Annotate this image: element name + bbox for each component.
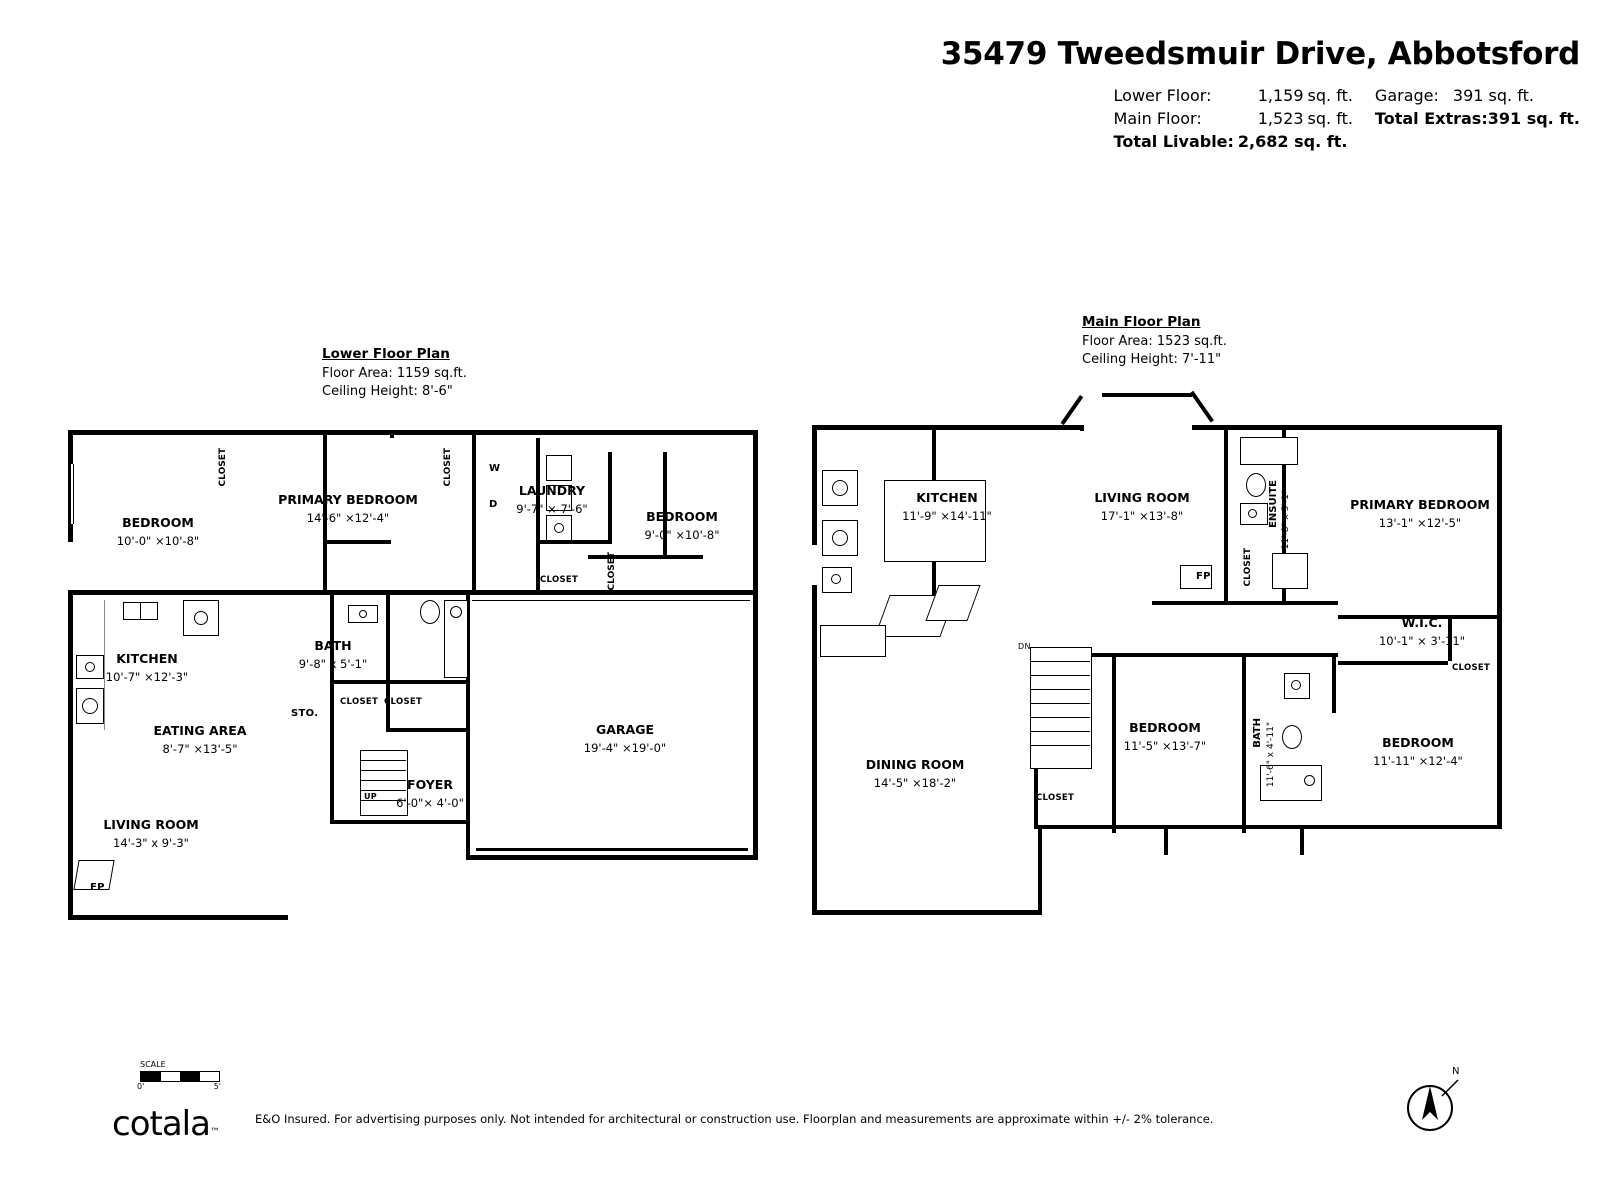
lower-plan-ceiling: Ceiling Height: 8'-6": [322, 384, 453, 400]
closet-tag-lower-6: CLOSET: [384, 697, 423, 707]
north-label: N: [1452, 1066, 1460, 1077]
page-title: 35479 Tweedsmuir Drive, Abbotsford: [940, 36, 1580, 72]
header-block: [941, 36, 1580, 154]
room-label-bedroom-main-1: BEDROOM 11'-5" ×13'-7": [1123, 720, 1207, 753]
room-label-bedroom2-lower: BEDROOM 9'-0" ×10'-8": [644, 509, 720, 542]
main-plan-title: Main Floor Plan: [1082, 314, 1201, 330]
closet-tag-lower-1: CLOSET: [218, 448, 228, 487]
closet-tag-lower-2: CLOSET: [443, 448, 453, 487]
down-tag: DN: [1018, 642, 1031, 651]
room-label-bath-lower: BATH 9'-8" x 5'-1": [298, 638, 368, 671]
washer-tag: W: [489, 463, 501, 474]
room-dim-bath-main: 11'-6" x 4'-11": [1266, 722, 1276, 788]
scale-bar: [137, 1060, 221, 1091]
room-label-foyer: FOYER 6'-0"× 4'-0": [396, 777, 464, 810]
main-plan-ceiling: Ceiling Height: 7'-11": [1082, 352, 1222, 368]
room-label-bedroom-main-2: BEDROOM 11'-11" ×12'-4": [1373, 735, 1463, 768]
stat-total-livable: [1114, 130, 1353, 153]
compass-icon: [1400, 1068, 1470, 1138]
room-label-primary-bedroom-lower: PRIMARY BEDROOM 14'-6" ×12'-4": [278, 492, 418, 525]
closet-tag-lower-4: CLOSET: [607, 552, 617, 591]
room-label-garage: GARAGE 19'-4" ×19'-0": [583, 722, 667, 755]
stat-label: Total Extras:: [1374, 109, 1488, 129]
brand-name: cotala: [112, 1104, 210, 1144]
disclaimer-text: E&O Insured. For advertising purposes only. Not intended for architectural or construction use. Floorplan and measurements are approximate within +/- 2% tolerance.: [255, 1112, 1214, 1126]
up-tag: UP: [364, 792, 377, 801]
stat-lower-floor: [1114, 84, 1353, 107]
stat-value: 1,523: [1257, 109, 1304, 129]
stat-value: 1,159: [1257, 86, 1304, 105]
room-label-laundry: LAUNDRY 9'-7" × 7'-6": [516, 483, 588, 516]
stat-garage: [1375, 84, 1580, 107]
closet-tag-main-2: CLOSET: [1452, 663, 1491, 673]
dryer-tag: D: [489, 499, 498, 510]
room-label-primary-bedroom-main: PRIMARY BEDROOM 13'-1" ×12'-5": [1350, 497, 1490, 530]
area-summary: [941, 84, 1580, 154]
room-dim-ensuite: 11'-8" x 5'-1": [1281, 490, 1291, 550]
fireplace-tag-main: FP: [1196, 571, 1211, 582]
main-floor-plan-heading: [1082, 313, 1227, 370]
stat-value: 2,682 sq. ft.: [1237, 132, 1348, 152]
room-label-living-room-main: LIVING ROOM 17'-1" ×13'-8": [1094, 490, 1190, 523]
room-label-ensuite: ENSUITE: [1268, 480, 1279, 528]
stat-unit: sq. ft.: [1307, 109, 1353, 129]
room-label-living-room-lower: LIVING ROOM 14'-3" x 9'-3": [103, 817, 199, 850]
brand-logo: [112, 1104, 220, 1144]
closet-tag-main-3: CLOSET: [1036, 793, 1075, 803]
room-label-eating-area: EATING AREA 8'-7" ×13'-5": [153, 723, 247, 756]
room-label-dining-room: DINING ROOM 14'-5" ×18'-2": [865, 757, 965, 790]
stat-unit: sq. ft.: [1307, 86, 1353, 105]
lower-floor-plan-heading: [322, 345, 467, 402]
closet-tag-lower-3: CLOSET: [540, 575, 579, 585]
fireplace-tag-lower: FP: [90, 882, 105, 893]
room-label-kitchen-main: KITCHEN 11'-9" ×14'-11": [902, 490, 992, 523]
stat-label: Main Floor:: [1113, 109, 1202, 129]
stat-label: Garage:: [1374, 86, 1439, 105]
closet-tag-main-1: CLOSET: [1243, 548, 1253, 587]
lower-plan-title: Lower Floor Plan: [322, 346, 450, 362]
scale-start: 0': [137, 1082, 145, 1091]
room-label-wic: W.I.C. 10'-1" × 3'-11": [1378, 615, 1466, 648]
lower-plan-area: Floor Area: 1159 sq.ft.: [322, 365, 467, 381]
stat-total-extras: [1375, 107, 1580, 130]
room-label-kitchen-lower: KITCHEN 10'-7" ×12'-3": [105, 651, 189, 684]
stat-label: Lower Floor:: [1113, 86, 1212, 105]
closet-tag-lower-5: CLOSET: [340, 697, 379, 707]
stat-value: 391 sq. ft.: [1487, 109, 1580, 129]
stat-label: Total Livable:: [1113, 132, 1234, 152]
main-plan-area: Floor Area: 1523 sq.ft.: [1082, 333, 1227, 349]
scale-bar-graphic: [140, 1071, 220, 1082]
room-label-bath-main: BATH: [1252, 718, 1263, 748]
scale-end: 5': [213, 1082, 221, 1091]
storage-tag-lower: STO.: [291, 708, 319, 719]
room-label-bedroom-lower: BEDROOM 10'-0" ×10'-8": [116, 515, 200, 548]
scale-label: SCALE: [140, 1060, 166, 1069]
north-arrow: [1400, 1068, 1470, 1138]
stat-value: 391 sq. ft.: [1452, 86, 1534, 105]
trademark-mark: ™: [209, 1127, 220, 1138]
stat-main-floor: [1114, 107, 1353, 130]
